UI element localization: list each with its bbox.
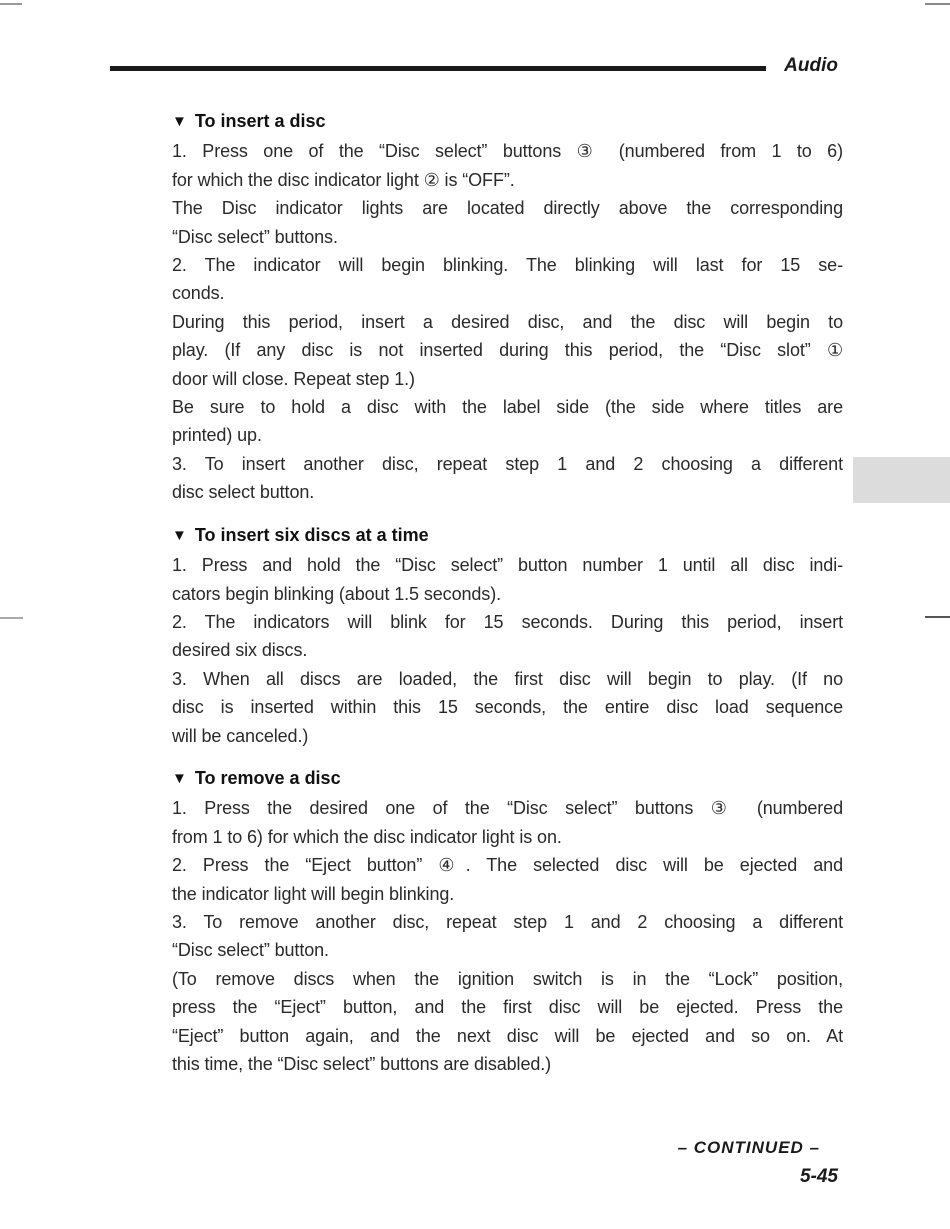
body-text-line: 1. Press and hold the “Disc select” button number 1 until all disc indi-	[172, 555, 843, 576]
body-text-line: press the “Eject” button, and the first disc will be ejected. Press the	[172, 997, 843, 1018]
section-heading-text: To remove a disc	[194, 767, 341, 788]
page-header-title: Audio	[784, 55, 838, 76]
section-heading-text: To insert six discs at a time	[194, 524, 429, 545]
body-text-line: 2. The indicators will blink for 15 seconds. During this period, insert	[172, 611, 843, 632]
body-text-line: printed) up.	[172, 425, 262, 446]
section-body	[172, 794, 843, 1078]
body-text-line: disc select button.	[172, 482, 315, 503]
body-text-line: door will close. Repeat step 1.)	[172, 368, 415, 389]
body-text-line: this time, the “Disc select” buttons are disabled.)	[172, 1054, 552, 1074]
section-to-insert-a-disc	[172, 107, 843, 507]
body-text-line: 3. When all discs are loaded, the first disc will begin to play. (If no	[172, 668, 843, 689]
section-heading	[172, 521, 843, 551]
section-body	[172, 551, 843, 750]
section-heading	[172, 107, 843, 137]
body-text-line: cators begin blinking (about 1.5 seconds).	[172, 583, 502, 604]
footer-continued-label: – CONTINUED –	[677, 1138, 820, 1157]
triangle-bullet-icon: ▼	[172, 526, 187, 544]
section-heading-text: To insert a disc	[194, 111, 326, 131]
section-to-insert-six-discs	[172, 521, 843, 750]
section-to-remove-a-disc	[172, 764, 843, 1078]
crop-mark-mid-left	[0, 617, 23, 619]
body-text-line: 2. The indicator will begin blinking. The blinking will last for 15 se-	[172, 255, 843, 276]
body-text-line: Be sure to hold a disc with the label side (the side where titles are	[172, 397, 843, 418]
section-body	[172, 137, 843, 506]
body-text-line: 3. To insert another disc, repeat step 1 and 2 choosing a different	[172, 453, 843, 474]
body-text-line: disc is inserted within this 15 seconds, the entire disc load sequence	[172, 697, 843, 718]
body-text-line: from 1 to 6) for which the disc indicator light is on.	[172, 826, 562, 847]
body-text-line: conds.	[172, 283, 225, 304]
chapter-thumb-tab	[853, 457, 950, 503]
body-text-line: 2. Press the “Eject button” ④. The selected disc will be ejected and	[172, 855, 843, 876]
body-text-line: play. (If any disc is not inserted during this period, the “Disc slot” ①	[172, 340, 843, 361]
crop-mark-mid-right	[925, 616, 950, 618]
body-text-line: (To remove discs when the ignition switch is in the “Lock” position,	[172, 968, 843, 989]
body-text-line: will be canceled.)	[172, 725, 309, 746]
triangle-bullet-icon: ▼	[172, 769, 187, 787]
section-heading	[172, 764, 843, 794]
body-text-line: The Disc indicator lights are located directly above the corresponding	[172, 198, 843, 219]
body-text-line: 1. Press one of the “Disc select” buttons ③ (numbered from 1 to 6)	[172, 141, 843, 162]
crop-mark-top-left	[0, 3, 22, 5]
footer-page-number: 5-45	[799, 1166, 838, 1187]
triangle-bullet-icon: ▼	[172, 113, 187, 130]
body-text-line: “Eject” button again, and the next disc will be ejected and so on. At	[172, 1025, 843, 1046]
crop-mark-top-right	[925, 3, 950, 5]
body-text-line: “Disc select” button.	[172, 940, 329, 961]
body-text-line: 3. To remove another disc, repeat step 1 and 2 choosing a different	[172, 911, 843, 932]
header-rule	[110, 66, 766, 71]
text-column	[172, 107, 843, 1078]
body-text-line: the indicator light will begin blinking.	[172, 883, 455, 904]
body-text-line: “Disc select” buttons.	[172, 226, 338, 247]
body-text-line: desired six discs.	[172, 640, 308, 661]
body-text-line: for which the disc indicator light ② is “OFF”.	[172, 169, 515, 190]
body-text-line: During this period, insert a desired disc, and the disc will begin to	[172, 311, 843, 332]
body-text-line: 1. Press the desired one of the “Disc select” buttons ③ (numbered	[172, 798, 843, 819]
